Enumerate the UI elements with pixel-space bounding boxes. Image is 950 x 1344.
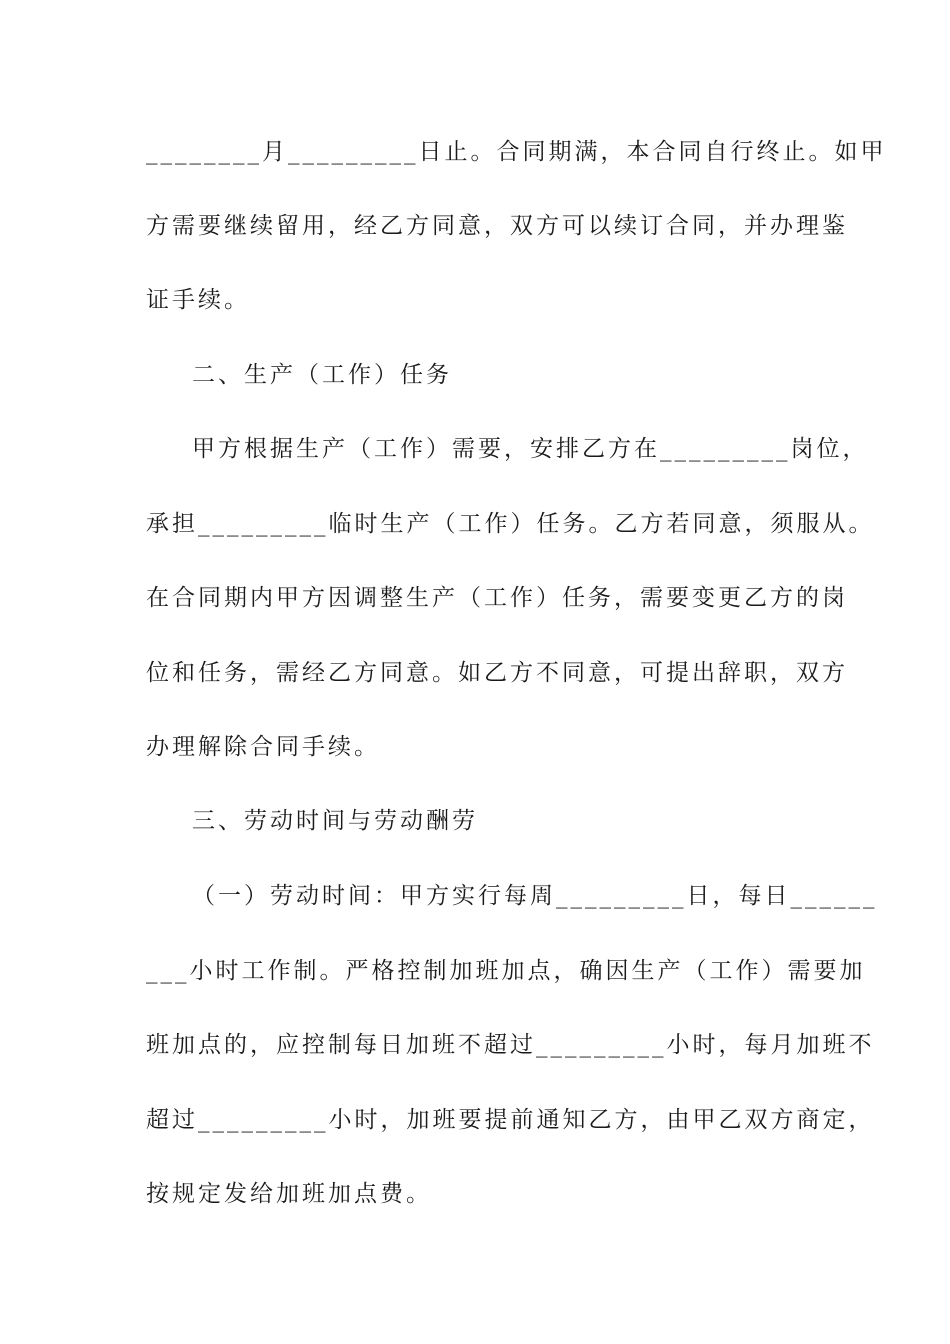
paragraph-line: ___小时工作制。严格控制加班加点，确因生产（工作）需要加: [146, 958, 866, 984]
paragraph-line: 位和任务，需经乙方同意。如乙方不同意，可提出辞职，双方: [146, 660, 848, 686]
paragraph-line: 在合同期内甲方因调整生产（工作）任务，需要变更乙方的岗: [146, 585, 848, 611]
paragraph-line: 承担_________临时生产（工作）任务。乙方若同意，须服从。: [146, 511, 875, 537]
paragraph-line: 方需要继续留用，经乙方同意，双方可以续订合同，并办理鉴: [146, 213, 848, 239]
paragraph-line: 甲方根据生产（工作）需要，安排乙方在_________岗位，: [192, 436, 869, 462]
section-heading: 二、生产（工作）任务: [192, 362, 452, 388]
paragraph-line: 班加点的，应控制每日加班不超过_________小时，每月加班不: [146, 1032, 875, 1058]
section-heading: 三、劳动时间与劳动酬劳: [192, 808, 478, 834]
paragraph-line: （一）劳动时间：甲方实行每周_________日，每日______: [192, 883, 878, 909]
paragraph-line: 办理解除合同手续。: [146, 734, 380, 760]
paragraph-line: ________月_________日止。合同期满，本合同自行终止。如甲: [146, 139, 887, 165]
paragraph-line: 证手续。: [146, 287, 250, 313]
paragraph-line: 超过_________小时，加班要提前通知乙方，由甲乙双方商定，: [146, 1107, 875, 1133]
paragraph-line: 按规定发给加班加点费。: [146, 1181, 432, 1207]
